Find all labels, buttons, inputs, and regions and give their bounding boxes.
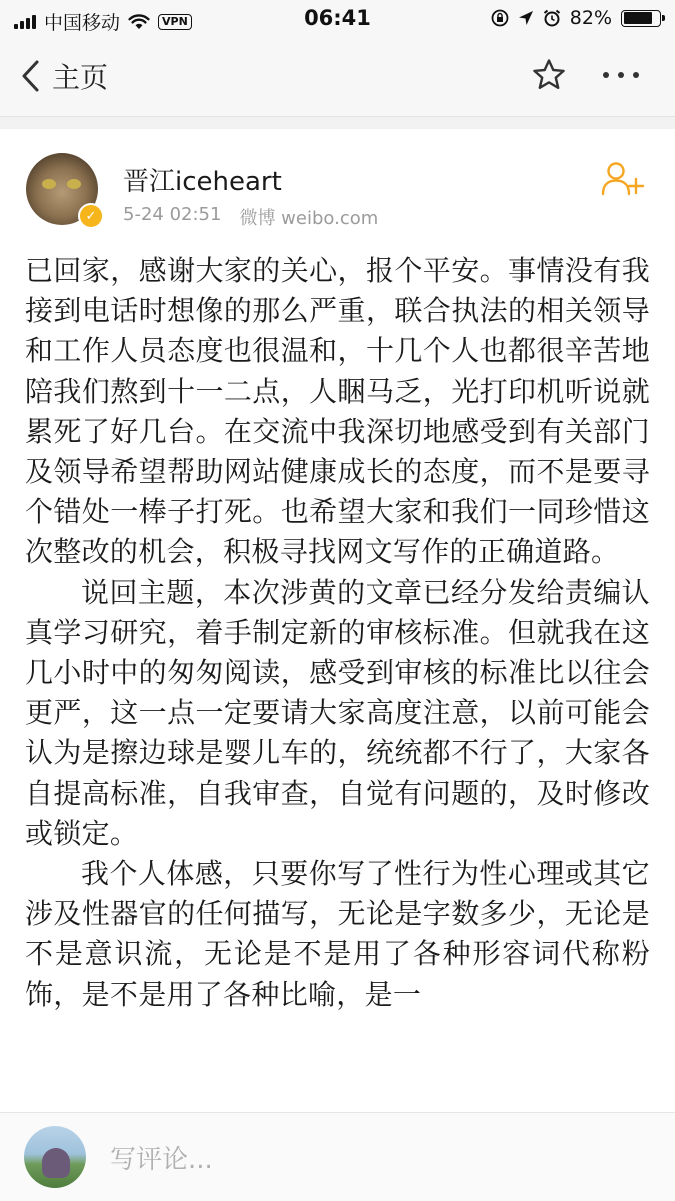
post-meta <box>123 204 378 230</box>
post-source: 微博 weibo.com <box>239 208 379 229</box>
orientation-lock-icon <box>491 9 509 27</box>
back-button[interactable] <box>20 56 108 96</box>
signal-icon <box>14 15 36 29</box>
comment-input[interactable]: 写评论... <box>110 1145 213 1175</box>
post-body <box>25 251 650 1015</box>
post-paragraph: 说回主题，本次涉黄的文章已经分发给责编认真学习研究，着手制定新的审核标准。但就我在这几小时中的匆匆阅读，感受到审核的标准比以往会更严，这一点一定要请大家高度注意，以前可能会认为是擦边球是婴儿车的，统统都不行了，大家各自提高标准，自我审查，自觉有问题的，及时修改或锁定。 <box>25 575 650 850</box>
back-label: 主页 <box>52 61 109 94</box>
comment-bar <box>0 1112 675 1201</box>
more-icon[interactable] <box>603 72 639 78</box>
section-divider <box>0 117 675 129</box>
status-bar <box>0 0 675 38</box>
alarm-icon <box>543 9 561 27</box>
more-dot <box>603 72 609 78</box>
user-avatar[interactable] <box>24 1126 86 1188</box>
location-icon <box>518 10 534 26</box>
post-date: 5-24 02:51 <box>123 204 222 225</box>
verified-badge-icon: ✓ <box>78 203 104 229</box>
battery-icon <box>621 10 661 27</box>
avatar-cat-eye <box>42 179 56 189</box>
vpn-badge: VPN <box>158 14 192 30</box>
post-header <box>0 129 675 233</box>
avatar-cat-eye <box>67 179 81 189</box>
wifi-icon <box>128 14 150 30</box>
status-right <box>491 7 661 29</box>
battery-level <box>624 12 653 24</box>
author-avatar[interactable] <box>26 153 98 225</box>
star-icon[interactable] <box>531 58 567 92</box>
add-follow-icon[interactable] <box>601 161 645 197</box>
battery-percent: 82% <box>569 7 612 29</box>
avatar-figure <box>42 1148 70 1178</box>
clock-time: 06:41 <box>304 6 371 30</box>
back-chevron-icon <box>20 59 40 93</box>
status-left <box>14 8 192 35</box>
more-dot <box>618 72 624 78</box>
nav-bar <box>0 38 675 117</box>
post-paragraph: 我个人体感，只要你写了性行为性心理或其它涉及性器官的任何描写，无论是字数多少，无论是不是意识流，无论是不是用了各种形容词代称粉饰，是不是用了各种比喻，是一 <box>25 857 650 1011</box>
carrier-name: 中国移动 <box>44 12 121 34</box>
author-name[interactable]: 晋江iceheart <box>123 167 282 197</box>
more-dot <box>633 72 639 78</box>
post-paragraph: 已回家，感谢大家的关心，报个平安。事情没有我接到电话时想像的那么严重，联合执法的相关领导和工作人员态度也很温和，十几个人也都很辛苦地陪我们熬到十一二点，人睏马乏，光打印机听说就累死了好几台。在交流中我深切地感受到有关部门及领导希望帮助网站健康成长的态度，而不是要寻个错处一棒子打死。也希望大家和我们一同珍惜这次整改的机会，积极寻找网文写作的正确道路。 <box>25 254 650 569</box>
